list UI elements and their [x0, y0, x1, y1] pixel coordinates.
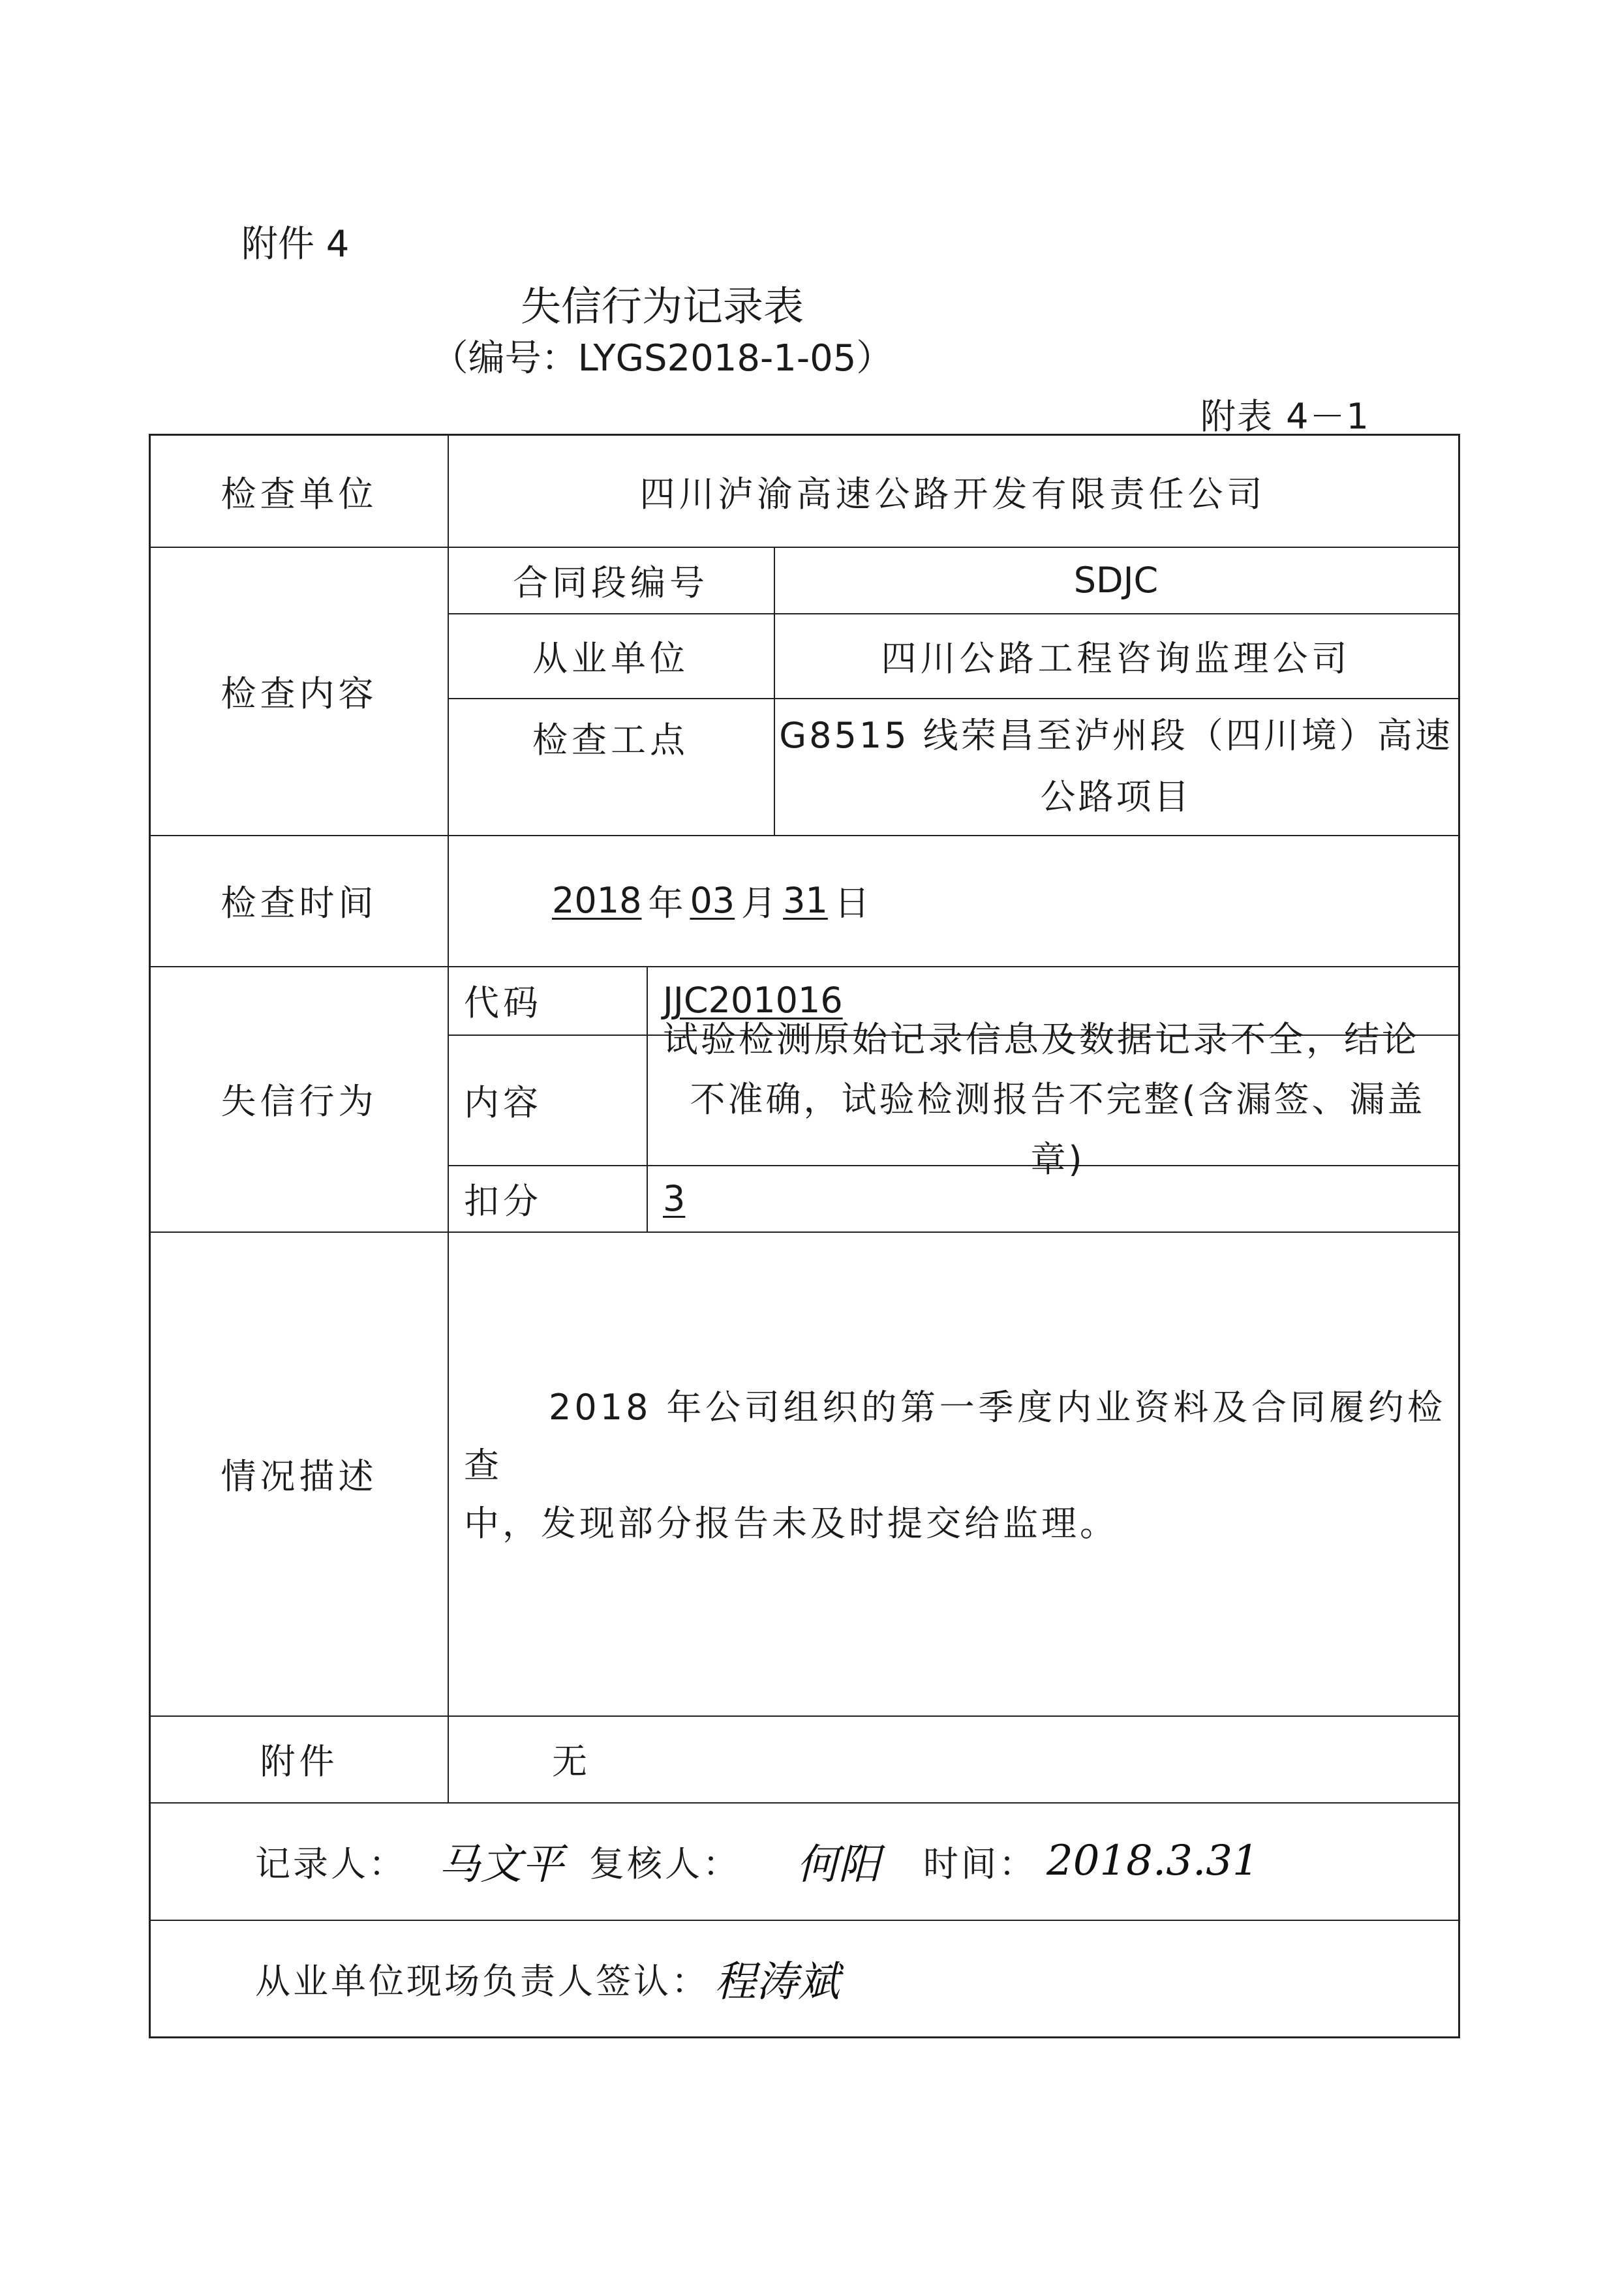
- recorder-signature: 马文平: [438, 1841, 564, 1889]
- description-line1: 2018 年公司组织的第一季度内业资料及合同履约检查: [464, 1387, 1446, 1487]
- inspection-site-line2: 公路项目: [1040, 776, 1192, 817]
- description-line2: 中，发现部分报告未及时提交给监理。: [464, 1503, 1118, 1545]
- onsite-manager-signature: 程涛斌: [714, 1958, 840, 2006]
- description-label: 情况描述: [221, 1455, 378, 1497]
- document-title: 失信行为记录表: [520, 282, 804, 330]
- deduct-value-text: 3: [663, 1177, 686, 1219]
- record-form: [149, 434, 1460, 2038]
- code-label: 代码: [464, 982, 542, 1023]
- onsite-manager-label: 从业单位现场负责人签认：: [255, 1960, 709, 2002]
- content-line1: 试验检测原始记录信息及数据记录不全，结论: [663, 1019, 1420, 1061]
- inspection-site-value: [774, 698, 1458, 835]
- contract-section-value: SDJC: [1073, 559, 1159, 601]
- date-day: 31: [783, 880, 828, 921]
- sign-time: 2018.3.31: [1046, 1837, 1259, 1885]
- employer-value: 四川公路工程咨询监理公司: [881, 637, 1351, 679]
- reviewer-signature: 何阳: [797, 1841, 880, 1889]
- date-month-unit: 月: [741, 883, 777, 924]
- date-day-unit: 日: [834, 883, 870, 924]
- content-line2: 不准确，试验检测报告不完整(含漏签、漏盖章): [690, 1079, 1426, 1180]
- signature-row: [255, 1802, 1456, 1920]
- inspect-date: [552, 835, 1204, 966]
- date-year-unit: 年: [648, 883, 684, 924]
- inspect-time-label: 检查时间: [221, 883, 378, 924]
- inspection-site-line1: G8515 线荣昌至泸州段（四川境）高速: [779, 714, 1453, 756]
- inspection-site-label: 检查工点: [532, 719, 689, 761]
- deduct-value: [663, 1165, 1446, 1231]
- inspect-unit-value: 四川泸渝高速公路开发有限责任公司: [639, 473, 1266, 515]
- date-month: 03: [690, 880, 735, 921]
- recorder-label: 记录人：: [255, 1843, 406, 1884]
- dishonest-behavior-label: 失信行为: [221, 1081, 378, 1122]
- attachment-value: 无: [552, 1741, 587, 1782]
- onsite-signature-row: [255, 1920, 1456, 2037]
- time-label: 时间：: [923, 1843, 1037, 1884]
- content-label: 内容: [464, 1081, 542, 1123]
- date-year: 2018: [552, 880, 642, 921]
- reviewer-label: 复核人：: [589, 1843, 740, 1884]
- inspect-content-label: 检查内容: [221, 672, 378, 714]
- description-text: [464, 1378, 1446, 1552]
- deduct-label: 扣分: [464, 1180, 542, 1222]
- attachment-number: 附件 4: [241, 223, 350, 265]
- document-number: （编号：LYGS2018-1-05）: [431, 337, 893, 380]
- employer-label: 从业单位: [532, 637, 689, 679]
- inspect-unit-label: 检查单位: [221, 473, 378, 515]
- code-value-text: JJC201016: [663, 980, 843, 1021]
- attachment-label: 附件: [260, 1741, 339, 1782]
- content-value: [663, 1019, 1452, 1180]
- contract-section-label: 合同段编号: [513, 562, 709, 603]
- sub-table-label: 附表 4－1: [1200, 396, 1370, 437]
